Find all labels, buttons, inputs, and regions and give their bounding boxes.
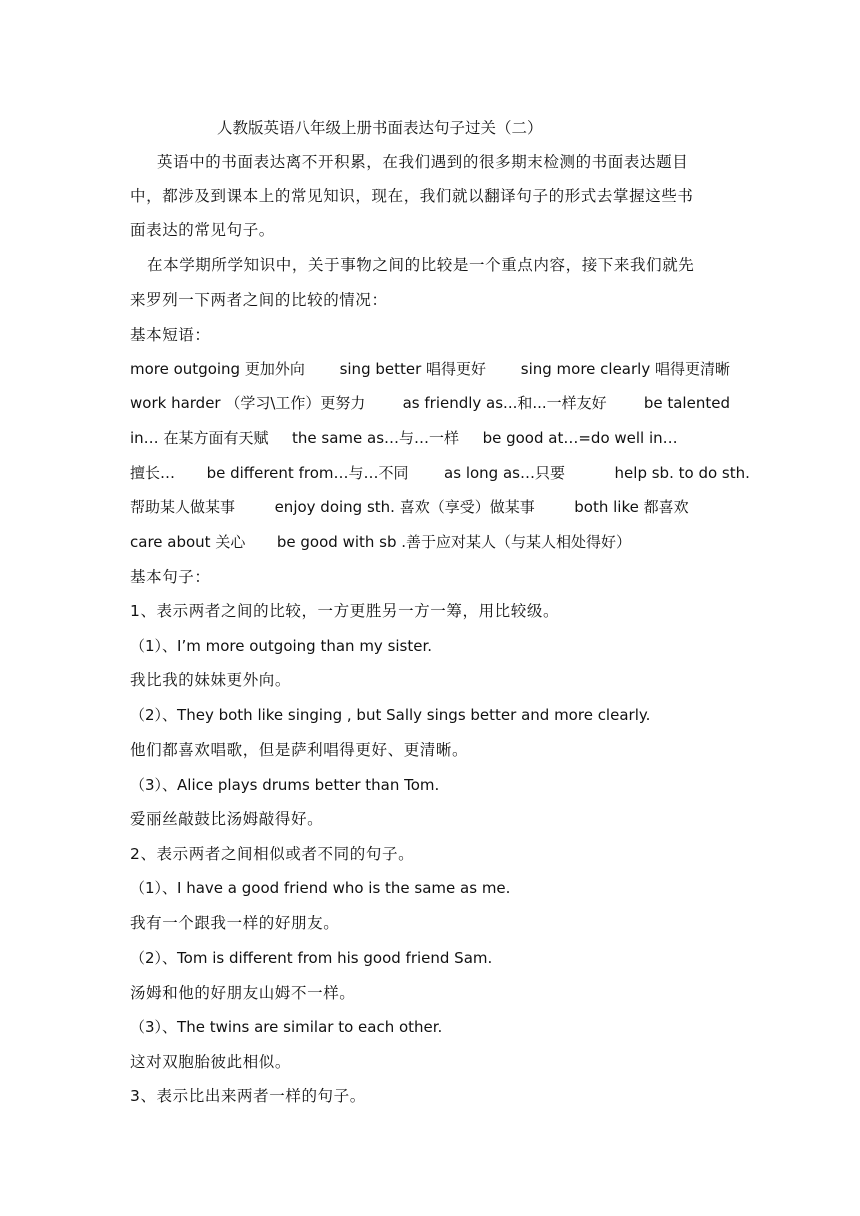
intro-line-5: 来罗列一下两者之间的比较的情况： — [130, 291, 388, 309]
example-sentence: （3）、The twins are similar to each other. — [130, 1018, 443, 1036]
example-translation: 这对双胞胎彼此相似。 — [130, 1053, 292, 1071]
example-translation: 我有一个跟我一样的好朋友。 — [130, 914, 340, 932]
phrase-row-5 — [130, 497, 689, 517]
example-sentence: （2）、Tom is different from his good friend Sam. — [130, 949, 493, 967]
example-translation: 汤姆和他的好朋友山姆不一样。 — [130, 984, 356, 1002]
phrase-item: help sb. to do sth. — [614, 464, 750, 482]
phrases-heading: 基本短语： — [130, 326, 211, 344]
phrase-item: in… 在某方面有天赋 — [130, 429, 269, 447]
example-translation: 他们都喜欢唱歌，但是萨利唱得更好、更清晰。 — [130, 741, 469, 759]
sentences-heading: 基本句子： — [130, 568, 211, 586]
phrase-row-1 — [130, 359, 730, 379]
intro-line-4: 在本学期所学知识中，关于事物之间的比较是一个重点内容，接下来我们就先 — [147, 256, 695, 274]
phrase-row-4 — [130, 463, 750, 483]
phrase-item: care about 关心 — [130, 533, 246, 551]
example-sentence: （2）、They both like singing , but Sally sings better and more clearly. — [130, 706, 651, 724]
phrase-item: more outgoing 更加外向 — [130, 360, 305, 378]
phrase-item: 帮助某人做某事 — [130, 498, 236, 516]
intro-line-3: 面表达的常见句子。 — [130, 221, 275, 239]
phrase-item: be good with sb .善于应对某人（与某人相处得好） — [276, 533, 632, 551]
phrase-item: as long as…只要 — [444, 464, 565, 482]
example-sentence: （1）、I have a good friend who is the same as me. — [130, 879, 511, 897]
phrase-item: sing better 唱得更好 — [339, 360, 487, 378]
phrase-row-6 — [130, 532, 631, 552]
phrase-item: enjoy doing sth. 喜欢（享受）做某事 — [274, 498, 535, 516]
section-heading-1: 1、表示两者之间的比较，一方更胜另一方一筹，用比较级。 — [130, 602, 560, 620]
phrase-row-2 — [130, 393, 730, 413]
example-translation: 爱丽丝敲鼓比汤姆敲得好。 — [130, 810, 324, 828]
section-heading-2: 2、表示两者之间相似或者不同的句子。 — [130, 845, 415, 863]
phrase-item: both like 都喜欢 — [574, 498, 689, 516]
example-sentence: （3）、Alice plays drums better than Tom. — [130, 776, 440, 794]
phrase-item: sing more clearly 唱得更清晰 — [520, 360, 730, 378]
phrase-item: the same as…与…一样 — [292, 429, 460, 447]
phrase-item: work harder （学习\工作）更努力 — [130, 394, 366, 412]
example-translation: 我比我的妹妹更外向。 — [130, 671, 292, 689]
intro-line-2: 中，都涉及到课本上的常见知识，现在，我们就以翻译句子的形式去掌握这些书 — [130, 187, 694, 205]
phrase-item: 擅长… — [130, 464, 176, 482]
section-heading-3: 3、表示比出来两者一样的句子。 — [130, 1087, 366, 1105]
example-sentence: （1）、I’m more outgoing than my sister. — [130, 637, 433, 655]
intro-line-1: 英语中的书面表达离不开积累，在我们遇到的很多期末检测的书面表达题目 — [157, 153, 689, 171]
phrase-item: be talented — [643, 394, 730, 412]
phrase-item: be different from…与…不同 — [206, 464, 409, 482]
phrase-item: as friendly as...和...一样友好 — [402, 394, 607, 412]
phrase-item: be good at…=do well in… — [482, 429, 678, 447]
phrase-row-3 — [130, 428, 678, 448]
document-title: 人教版英语八年级上册书面表达句子过关（二） — [217, 119, 543, 137]
